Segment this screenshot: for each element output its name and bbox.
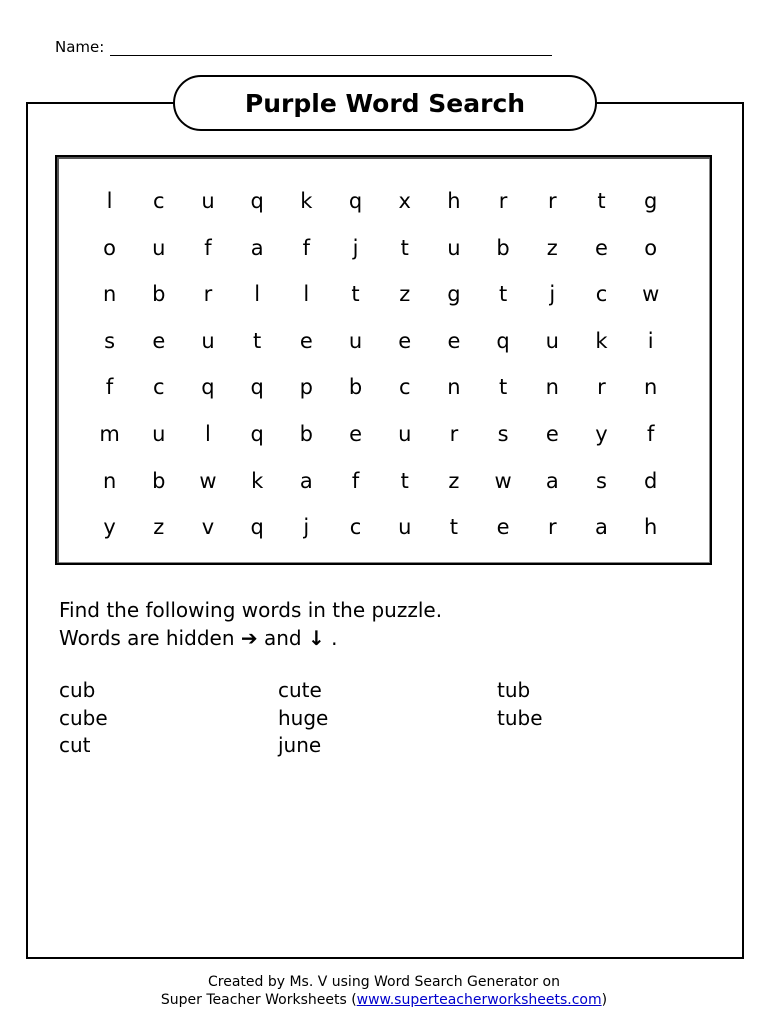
- grid-cell: o: [103, 235, 117, 260]
- grid-cell: n: [545, 375, 559, 400]
- grid-cell: f: [105, 375, 114, 400]
- grid-cell: j: [352, 235, 359, 260]
- instructions-and-text: and: [263, 626, 302, 650]
- grid-cell: n: [102, 468, 117, 493]
- grid-cell: p: [299, 375, 314, 400]
- grid-cell: c: [349, 515, 362, 540]
- grid-cell: w: [642, 282, 660, 307]
- instructions: [59, 596, 442, 652]
- grid-cell: h: [447, 189, 461, 213]
- grid-cell: t: [498, 375, 508, 400]
- grid-cell: r: [547, 515, 557, 540]
- grid-cell: s: [595, 468, 607, 493]
- page-title: Purple Word Search: [244, 88, 526, 118]
- word-item: [497, 733, 716, 761]
- instructions-line-1: Find the following words in the puzzle.: [59, 598, 443, 622]
- grid-cell: f: [351, 468, 360, 493]
- grid-cell: q: [201, 375, 215, 400]
- grid-cell: w: [199, 468, 217, 493]
- grid-cell: r: [203, 282, 213, 307]
- grid-cell: c: [153, 375, 165, 400]
- grid-cell: u: [201, 328, 215, 353]
- grid-cell: q: [250, 515, 264, 540]
- grid-cell: z: [546, 235, 558, 260]
- grid-cell: n: [644, 375, 658, 400]
- name-row: [55, 38, 552, 56]
- grid-cell: t: [253, 328, 262, 353]
- grid-cell: r: [498, 189, 508, 213]
- word-item: tub: [497, 678, 531, 702]
- word-item: cub: [59, 678, 96, 702]
- grid-cell: u: [348, 328, 363, 353]
- grid-cell: a: [595, 515, 608, 540]
- grid-cell: h: [644, 515, 658, 540]
- grid-cell: i: [647, 328, 654, 353]
- grid-cell: n: [102, 282, 117, 307]
- grid-cell: o: [644, 235, 658, 260]
- grid-cell: e: [349, 421, 362, 446]
- word-item: june: [278, 733, 322, 757]
- grid-cell: k: [300, 189, 313, 213]
- grid-cell: t: [400, 235, 409, 260]
- grid-cell: j: [549, 282, 556, 307]
- name-label: Name:: [55, 38, 105, 56]
- footer: [0, 973, 768, 1009]
- grid-cell: f: [302, 235, 311, 260]
- footer-source: [0, 991, 768, 1009]
- grid-cell: f: [204, 235, 212, 260]
- footer-source-end: ): [601, 992, 608, 1008]
- grid-cell: d: [643, 468, 658, 493]
- grid-cell: u: [447, 235, 461, 260]
- grid-cell: s: [497, 421, 509, 446]
- grid-cell: u: [545, 328, 559, 353]
- word-item: cube: [59, 705, 108, 730]
- grid-cell: u: [201, 189, 215, 213]
- instructions-period: .: [331, 626, 338, 650]
- grid-cell: a: [545, 468, 559, 493]
- footer-credit: Created by Ms. V using Word Search Generator on: [207, 974, 560, 990]
- grid-cell: m: [99, 421, 120, 446]
- grid-cell: t: [597, 189, 606, 213]
- grid-cell: w: [494, 468, 512, 493]
- word-item: cut: [59, 733, 91, 757]
- grid-cell: y: [595, 421, 608, 446]
- grid-cell: r: [547, 189, 557, 213]
- grid-cell: g: [643, 189, 658, 213]
- grid-cell: v: [201, 515, 215, 540]
- letter-grid: [85, 178, 675, 551]
- grid-cell: f: [646, 421, 655, 446]
- grid-cell: l: [106, 189, 113, 213]
- grid-cell: a: [250, 235, 264, 260]
- grid-cell: q: [348, 189, 363, 213]
- grid-cell: l: [205, 421, 211, 446]
- grid-cell: e: [398, 328, 412, 353]
- grid-cell: y: [103, 515, 116, 540]
- grid-cell: t: [449, 515, 459, 540]
- grid-cell: t: [498, 282, 508, 307]
- grid-cell: b: [299, 421, 314, 446]
- name-field[interactable]: [110, 41, 552, 56]
- grid-cell: z: [153, 515, 165, 540]
- word-list: [59, 678, 716, 761]
- instructions-hidden-text: Words are hidden: [59, 626, 235, 650]
- grid-cell: c: [153, 189, 165, 213]
- grid-cell: q: [250, 375, 264, 400]
- grid-cell: x: [398, 189, 411, 213]
- arrow-right-icon: ➔: [240, 626, 258, 650]
- grid-cell: e: [496, 515, 510, 540]
- grid-cell: u: [398, 515, 412, 540]
- grid-cell: t: [400, 468, 409, 493]
- grid-cell: q: [250, 421, 264, 446]
- grid-cell: b: [496, 235, 510, 260]
- grid-cell: t: [351, 282, 360, 307]
- footer-source-text: Super Teacher Worksheets (: [160, 992, 357, 1008]
- grid-cell: g: [447, 282, 461, 307]
- grid-cell: k: [251, 468, 264, 493]
- grid-cell: s: [104, 328, 116, 353]
- grid-cell: l: [254, 282, 261, 307]
- instructions-line-2: [59, 624, 442, 652]
- footer-link[interactable]: www.superteacherworksheets.com: [356, 992, 602, 1008]
- grid-cell: c: [398, 375, 411, 400]
- grid-cell: e: [545, 421, 559, 446]
- grid-cell: z: [448, 468, 460, 493]
- grid-cell: q: [496, 328, 510, 353]
- word-item: cute: [278, 678, 322, 702]
- grid-cell: q: [250, 189, 264, 213]
- grid-cell: l: [303, 282, 310, 307]
- arrow-down-icon: ↓: [307, 626, 325, 650]
- grid-cell: e: [447, 328, 461, 353]
- grid-cell: c: [595, 282, 608, 307]
- grid-cell: j: [303, 515, 310, 540]
- grid-cell: r: [597, 375, 606, 400]
- grid-cell: z: [399, 282, 411, 307]
- grid-cell: b: [348, 375, 363, 400]
- grid-cell: n: [447, 375, 461, 400]
- grid-cell: k: [595, 328, 608, 353]
- word-item: huge: [278, 705, 329, 730]
- grid-cell: u: [152, 421, 166, 446]
- grid-cell: e: [595, 235, 608, 260]
- grid-cell: b: [152, 282, 166, 307]
- grid-cell: a: [299, 468, 313, 493]
- grid-cell: u: [152, 235, 166, 260]
- title-banner: [173, 75, 597, 131]
- grid-cell: r: [449, 421, 459, 446]
- grid-cell: e: [152, 328, 166, 353]
- grid-cell: b: [152, 468, 166, 493]
- grid-cell: e: [299, 328, 313, 353]
- grid-cell: u: [398, 421, 412, 446]
- word-item: tube: [497, 705, 543, 730]
